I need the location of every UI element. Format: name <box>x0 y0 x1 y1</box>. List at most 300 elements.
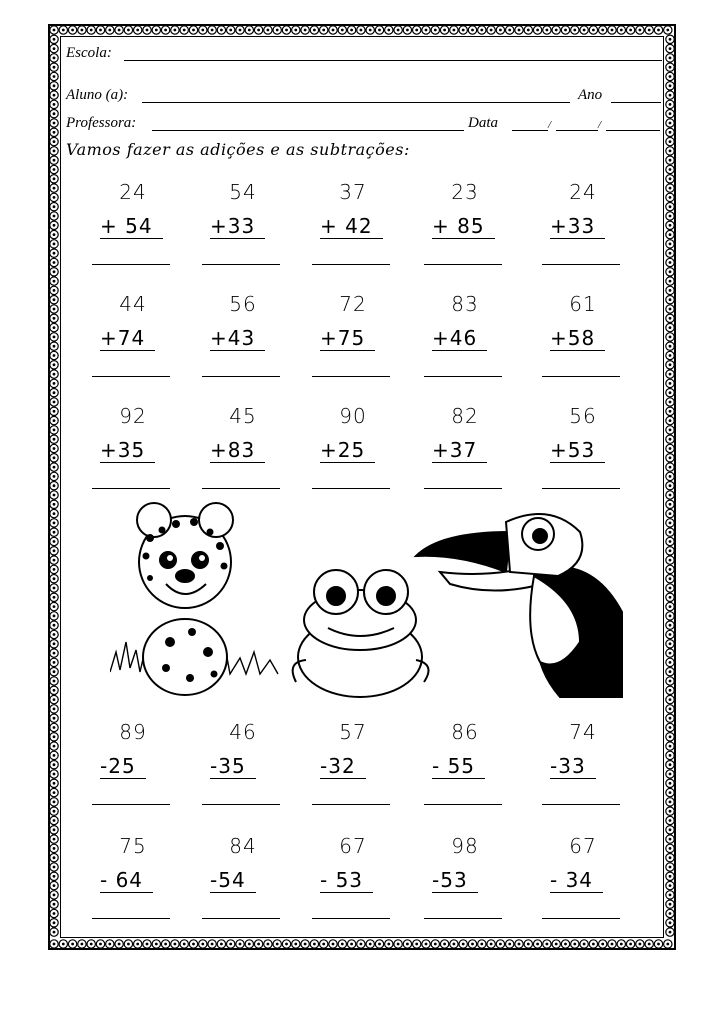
flower-icon <box>50 761 58 769</box>
flower-icon <box>189 940 197 948</box>
flower-icon <box>50 184 58 192</box>
flower-icon <box>50 751 58 759</box>
bottom-number: +43 <box>210 326 265 351</box>
flower-icon <box>571 26 579 34</box>
top-number: 56 <box>229 292 257 316</box>
flower-icon <box>459 940 467 948</box>
answer-line[interactable] <box>92 376 170 377</box>
flower-icon <box>50 528 58 536</box>
addition-problem <box>198 292 288 392</box>
flower-icon <box>599 26 607 34</box>
subtraction-problem <box>538 720 628 820</box>
professora-label: Professora: <box>66 115 137 131</box>
flower-icon <box>310 940 318 948</box>
flower-icon <box>50 500 58 508</box>
top-number: 37 <box>339 180 367 204</box>
flower-icon <box>666 82 674 90</box>
ano-line[interactable] <box>611 102 661 103</box>
answer-line[interactable] <box>424 264 502 265</box>
flower-icon <box>50 175 58 183</box>
flower-icon <box>666 184 674 192</box>
flower-icon <box>59 940 67 948</box>
flower-icon <box>208 26 216 34</box>
bottom-number: +58 <box>550 326 605 351</box>
bottom-number: -33 <box>550 754 596 779</box>
flower-icon <box>143 940 151 948</box>
flower-icon <box>50 630 58 638</box>
flower-icon <box>50 212 58 220</box>
flower-icon <box>50 491 58 499</box>
flower-icon <box>50 137 58 145</box>
flower-icon <box>50 268 58 276</box>
flower-icon <box>50 147 58 155</box>
flower-icon <box>666 668 674 676</box>
flower-icon <box>50 342 58 350</box>
flower-icon <box>422 26 430 34</box>
answer-line[interactable] <box>92 488 170 489</box>
flower-icon <box>413 26 421 34</box>
flower-icon <box>403 26 411 34</box>
addition-problem <box>538 404 628 504</box>
flower-icon <box>50 119 58 127</box>
answer-line[interactable] <box>312 918 390 919</box>
top-number: 92 <box>119 404 147 428</box>
flower-icon <box>666 472 674 480</box>
flower-icon <box>450 940 458 948</box>
bottom-number: +37 <box>432 438 487 463</box>
flower-icon <box>666 44 674 52</box>
flower-icon <box>666 807 674 815</box>
flower-icon <box>124 940 132 948</box>
bottom-number: +33 <box>210 214 265 239</box>
flower-icon <box>320 940 328 948</box>
flower-icon <box>180 26 188 34</box>
flower-icon <box>666 435 674 443</box>
flower-icon <box>543 940 551 948</box>
flower-icon <box>666 788 674 796</box>
flower-icon <box>50 435 58 443</box>
aluno-line[interactable] <box>142 102 570 103</box>
flower-icon <box>524 26 532 34</box>
flower-icon <box>533 940 541 948</box>
subtraction-problem <box>420 834 510 934</box>
addition-problem <box>308 180 398 280</box>
flower-icon <box>608 26 616 34</box>
flower-icon <box>666 547 674 555</box>
flower-icon <box>385 26 393 34</box>
flower-icon <box>666 649 674 657</box>
flower-icon <box>50 379 58 387</box>
addition-problem <box>198 404 288 504</box>
top-number: 61 <box>569 292 597 316</box>
flower-icon <box>292 940 300 948</box>
flower-icon <box>282 26 290 34</box>
flower-icon <box>50 463 58 471</box>
addition-problem <box>88 292 178 392</box>
answer-line[interactable] <box>424 918 502 919</box>
flower-icon <box>96 26 104 34</box>
flower-icon <box>666 854 674 862</box>
answer-line[interactable] <box>92 804 170 805</box>
date-separator: / <box>548 119 552 131</box>
flower-icon <box>440 940 448 948</box>
top-number: 67 <box>339 834 367 858</box>
answer-line[interactable] <box>202 918 280 919</box>
ano-label: Ano <box>578 87 603 103</box>
flower-icon <box>666 240 674 248</box>
flower-icon <box>50 314 58 322</box>
flower-icon <box>666 389 674 397</box>
flower-icon <box>366 940 374 948</box>
top-number: 46 <box>229 720 257 744</box>
flower-icon <box>666 881 674 889</box>
flower-icon <box>50 193 58 201</box>
flower-icon <box>59 26 67 34</box>
flower-icon <box>106 940 114 948</box>
answer-line[interactable] <box>424 804 502 805</box>
subtraction-problem <box>308 834 398 934</box>
answer-line[interactable] <box>542 264 620 265</box>
flower-icon <box>626 940 634 948</box>
flower-icon <box>245 26 253 34</box>
flower-icon <box>50 54 58 62</box>
flower-icon <box>666 751 674 759</box>
flower-icon <box>329 26 337 34</box>
flower-icon <box>666 361 674 369</box>
bottom-number: +53 <box>550 438 605 463</box>
flower-icon <box>50 82 58 90</box>
flower-icon <box>50 919 58 927</box>
flower-icon <box>459 26 467 34</box>
bottom-number: - 64 <box>100 868 153 893</box>
flower-icon <box>347 26 355 34</box>
flower-icon <box>666 379 674 387</box>
flower-icon <box>666 537 674 545</box>
flower-icon <box>440 26 448 34</box>
subtraction-problem <box>420 720 510 820</box>
answer-line[interactable] <box>202 264 280 265</box>
flower-icon <box>50 742 58 750</box>
flower-icon <box>666 770 674 778</box>
flower-icon <box>385 940 393 948</box>
flower-icon <box>50 668 58 676</box>
flower-icon <box>50 584 58 592</box>
flower-icon <box>599 940 607 948</box>
flower-icon <box>666 621 674 629</box>
flower-icon <box>134 940 142 948</box>
top-number: 56 <box>569 404 597 428</box>
flower-icon <box>68 26 76 34</box>
leopard-icon <box>137 503 233 695</box>
flower-icon <box>636 26 644 34</box>
answer-line[interactable] <box>312 488 390 489</box>
flower-icon <box>264 26 272 34</box>
flower-icon <box>50 686 58 694</box>
flower-icon <box>666 286 674 294</box>
top-number: 44 <box>119 292 147 316</box>
flower-icon <box>50 807 58 815</box>
flower-icon <box>115 26 123 34</box>
addition-problem <box>538 292 628 392</box>
flower-icon <box>50 547 58 555</box>
bottom-number: +83 <box>210 438 265 463</box>
subtraction-problem <box>198 720 288 820</box>
bottom-number: - 34 <box>550 868 603 893</box>
flower-icon <box>617 26 625 34</box>
flower-icon <box>329 940 337 948</box>
bottom-number: -32 <box>320 754 366 779</box>
answer-line[interactable] <box>312 264 390 265</box>
flower-icon <box>666 277 674 285</box>
flower-icon <box>666 398 674 406</box>
flower-icon <box>666 351 674 359</box>
flower-icon <box>50 519 58 527</box>
flower-icon <box>227 940 235 948</box>
flower-icon <box>152 940 160 948</box>
flower-icon <box>666 296 674 304</box>
flower-icon <box>106 26 114 34</box>
answer-line[interactable] <box>542 918 620 919</box>
flower-icon <box>413 940 421 948</box>
flower-icon <box>50 416 58 424</box>
flower-icon <box>50 695 58 703</box>
flower-icon <box>50 854 58 862</box>
flower-icon <box>50 872 58 880</box>
flower-icon <box>50 602 58 610</box>
animals-illustration <box>110 492 626 700</box>
flower-icon <box>666 863 674 871</box>
bottom-number: + 85 <box>432 214 495 239</box>
flower-icon <box>666 816 674 824</box>
bottom-number: +74 <box>100 326 155 351</box>
escola-line[interactable] <box>124 60 662 61</box>
flower-icon <box>50 826 58 834</box>
flower-icon <box>50 733 58 741</box>
flower-icon <box>645 940 653 948</box>
bottom-number: -35 <box>210 754 256 779</box>
top-number: 67 <box>569 834 597 858</box>
top-number: 45 <box>229 404 257 428</box>
flower-icon <box>666 482 674 490</box>
flower-icon <box>666 463 674 471</box>
flower-icon <box>227 26 235 34</box>
flower-icon <box>375 940 383 948</box>
flower-icon <box>666 556 674 564</box>
flower-icon <box>161 940 169 948</box>
flower-icon <box>50 575 58 583</box>
answer-line[interactable] <box>312 804 390 805</box>
answer-line[interactable] <box>424 376 502 377</box>
flower-icon <box>666 426 674 434</box>
flower-icon <box>654 940 662 948</box>
flower-icon <box>666 565 674 573</box>
flower-icon <box>338 26 346 34</box>
flower-icon <box>666 844 674 852</box>
flower-icon <box>96 940 104 948</box>
date-year-line[interactable] <box>606 130 660 131</box>
flower-icon <box>50 398 58 406</box>
flower-icon <box>666 826 674 834</box>
flower-icon <box>50 537 58 545</box>
top-number: 75 <box>119 834 147 858</box>
flower-icon <box>666 323 674 331</box>
flower-icon <box>533 26 541 34</box>
date-day-line[interactable] <box>512 130 548 131</box>
subtraction-problem <box>88 834 178 934</box>
flower-icon <box>50 556 58 564</box>
flower-icon <box>394 26 402 34</box>
flower-icon <box>543 26 551 34</box>
flower-icon <box>320 26 328 34</box>
flower-icon <box>50 891 58 899</box>
flower-icon <box>666 175 674 183</box>
flower-icon <box>552 940 560 948</box>
flower-icon <box>431 940 439 948</box>
data-label: Data <box>468 115 498 131</box>
flower-icon <box>666 658 674 666</box>
answer-line[interactable] <box>92 264 170 265</box>
bottom-number: +46 <box>432 326 487 351</box>
professora-line[interactable] <box>152 130 464 131</box>
flower-icon <box>666 258 674 266</box>
flower-icon <box>171 940 179 948</box>
flower-icon <box>50 249 58 257</box>
flower-icon <box>487 940 495 948</box>
flower-icon <box>50 863 58 871</box>
flower-icon <box>50 44 58 52</box>
bottom-number: - 53 <box>320 868 373 893</box>
answer-line[interactable] <box>202 804 280 805</box>
flower-icon <box>664 940 672 948</box>
flower-icon <box>50 296 58 304</box>
flower-icon <box>50 640 58 648</box>
flower-icon <box>236 940 244 948</box>
flower-icon <box>50 128 58 136</box>
flower-icon <box>580 940 588 948</box>
flower-icon <box>666 230 674 238</box>
flower-icon <box>666 630 674 638</box>
date-separator: / <box>598 119 602 131</box>
flower-icon <box>561 26 569 34</box>
bottom-number: +75 <box>320 326 375 351</box>
addition-problem <box>88 180 178 280</box>
flower-icon <box>450 26 458 34</box>
flower-icon <box>236 26 244 34</box>
addition-problem <box>420 404 510 504</box>
flower-icon <box>666 891 674 899</box>
flower-icon <box>301 940 309 948</box>
flower-icon <box>666 714 674 722</box>
flower-icon <box>666 779 674 787</box>
flower-icon <box>338 940 346 948</box>
flower-icon <box>552 26 560 34</box>
answer-line[interactable] <box>542 376 620 377</box>
flower-icon <box>199 26 207 34</box>
flower-icon <box>245 940 253 948</box>
flower-icon <box>87 26 95 34</box>
answer-line[interactable] <box>542 804 620 805</box>
flower-icon <box>645 26 653 34</box>
answer-line[interactable] <box>542 488 620 489</box>
flower-icon <box>50 900 58 908</box>
subtraction-problem <box>198 834 288 934</box>
flower-icon <box>666 156 674 164</box>
top-number: 24 <box>119 180 147 204</box>
flower-icon <box>50 110 58 118</box>
flower-icon <box>666 128 674 136</box>
toucan-icon <box>416 514 622 697</box>
flower-icon <box>666 695 674 703</box>
addition-problem <box>420 180 510 280</box>
flower-icon <box>515 26 523 34</box>
top-number: 90 <box>339 404 367 428</box>
flower-icon <box>50 35 58 43</box>
flower-icon <box>666 63 674 71</box>
addition-problem <box>198 180 288 280</box>
flower-icon <box>50 100 58 108</box>
answer-line[interactable] <box>202 488 280 489</box>
bottom-number: -25 <box>100 754 146 779</box>
flower-icon <box>50 565 58 573</box>
flower-icon <box>50 361 58 369</box>
flower-icon <box>666 72 674 80</box>
flower-icon <box>666 193 674 201</box>
flower-icon <box>666 147 674 155</box>
flower-icon <box>617 940 625 948</box>
addition-problem <box>88 404 178 504</box>
flower-icon <box>571 940 579 948</box>
answer-line[interactable] <box>424 488 502 489</box>
flower-icon <box>496 26 504 34</box>
flower-icon <box>561 940 569 948</box>
flower-icon <box>50 509 58 517</box>
flower-icon <box>50 156 58 164</box>
flower-icon <box>506 940 514 948</box>
flower-icon <box>50 258 58 266</box>
escola-label: Escola: <box>66 45 112 61</box>
flower-icon <box>50 909 58 917</box>
flower-icon <box>636 940 644 948</box>
flower-icon <box>50 26 58 34</box>
flower-icon <box>50 91 58 99</box>
flower-icon <box>50 844 58 852</box>
top-number: 84 <box>229 834 257 858</box>
flower-icon <box>422 940 430 948</box>
flower-icon <box>50 723 58 731</box>
date-month-line[interactable] <box>556 130 598 131</box>
flower-icon <box>50 779 58 787</box>
answer-line[interactable] <box>202 376 280 377</box>
flower-icon <box>50 482 58 490</box>
top-number: 72 <box>339 292 367 316</box>
flower-icon <box>666 110 674 118</box>
flower-icon <box>50 370 58 378</box>
answer-line[interactable] <box>312 376 390 377</box>
flower-icon <box>666 742 674 750</box>
flower-icon <box>666 705 674 713</box>
flower-icon <box>666 54 674 62</box>
flower-icon <box>50 221 58 229</box>
flower-icon <box>666 416 674 424</box>
flower-icon <box>666 733 674 741</box>
answer-line[interactable] <box>92 918 170 919</box>
flower-icon <box>50 240 58 248</box>
flower-icon <box>50 816 58 824</box>
flower-icon <box>68 940 76 948</box>
flower-icon <box>50 770 58 778</box>
flower-icon <box>580 26 588 34</box>
top-number: 86 <box>451 720 479 744</box>
